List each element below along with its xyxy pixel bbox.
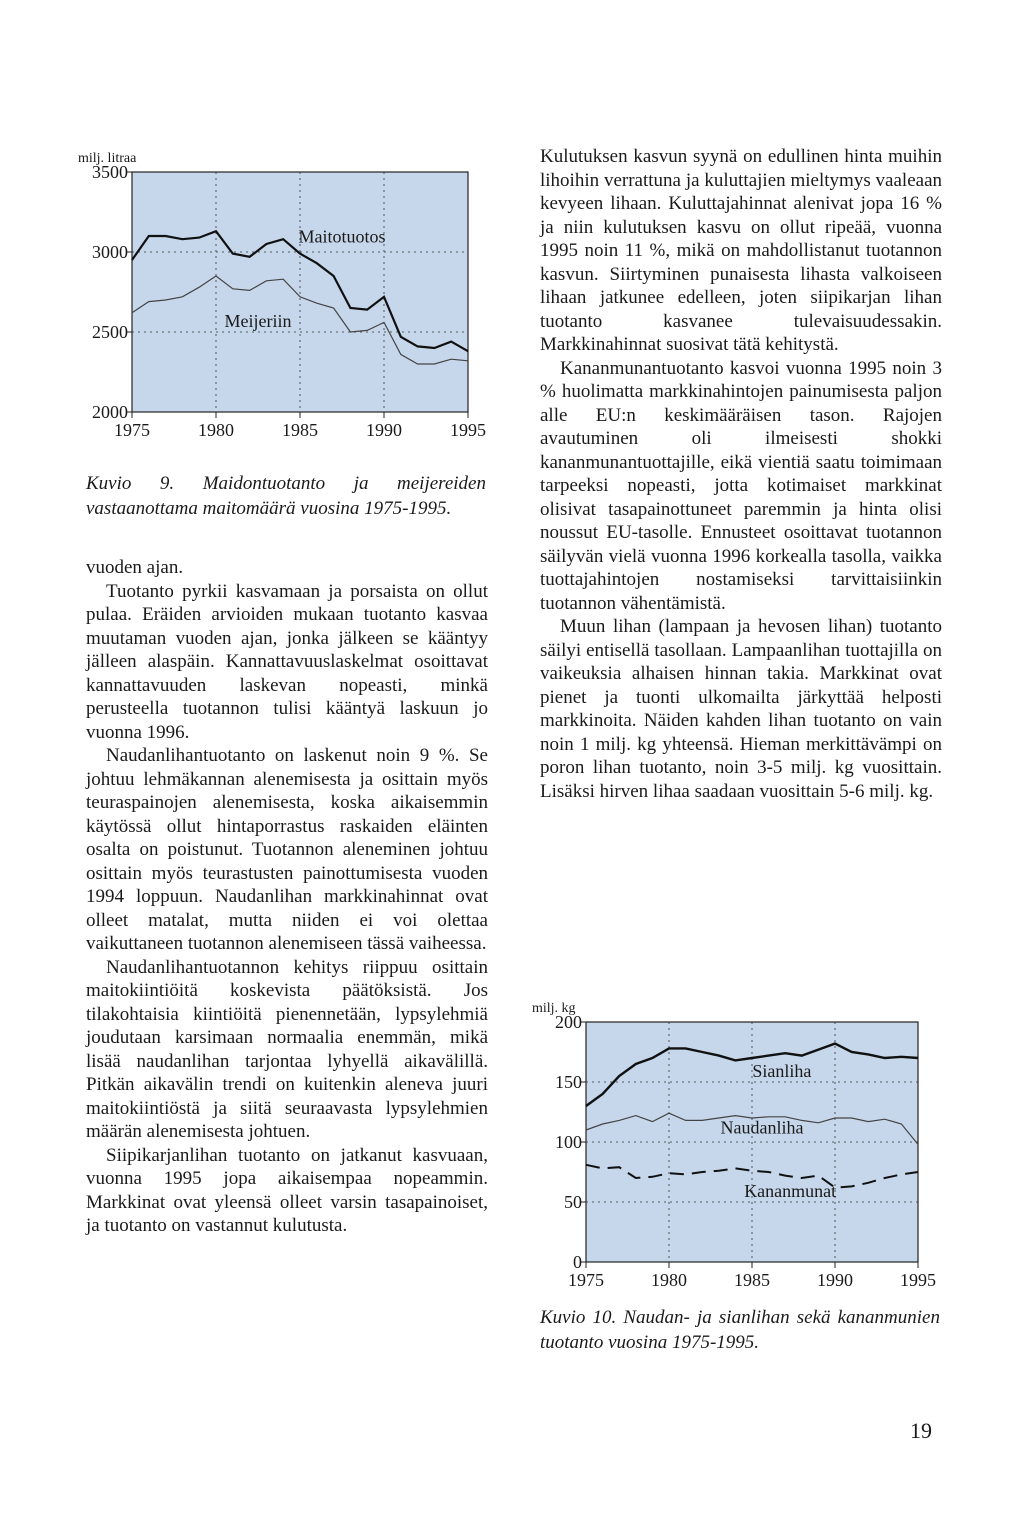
page-number: 19: [910, 1418, 932, 1443]
x-tick-label: 1990: [366, 420, 402, 440]
x-tick-label: 1980: [651, 1270, 687, 1290]
series-label: Kananmunat: [744, 1181, 837, 1202]
x-tick-label: 1985: [734, 1270, 770, 1290]
y-tick-label: 200: [555, 1012, 582, 1032]
series-label: Naudanliha: [720, 1117, 804, 1138]
paragraph: Kananmunantuotanto kasvoi vuonna 1995 noin 3 % huolimatta markkinahintojen painumisesta paljon alle EU:n keskimääräisen tason. Rajojen avautuminen oli ilmeisesti shokki kananmunantuottajille, eikä vientiä saatu toimimaan tarpeeksi nopeasti, jotta kotimaiset markkinat olisivat tasapainottuneet paremmin ja hinta olisi noussut EU-tasolle. Ennusteet osoittavat tuotannon säilyvän vielä vuonna 1996 korkealla tasolla, vaikka tuottajahintojen nostamiseksi tarvittaisiinkin tuotannon vähentämistä.: [540, 357, 942, 614]
y-tick-label: 3000: [92, 242, 128, 262]
y-tick-label: 0: [573, 1252, 582, 1272]
x-tick-label: 1980: [198, 420, 234, 440]
paragraph: Siipikarjanlihan tuotanto on jatkanut kasvuaan, vuonna 1995 jopa aikaisempaa nopeammin. Markkinat ovat yleensä olleet varsin tasapainoiset, ja tuotanto on vastannut kulutusta.: [86, 1144, 488, 1236]
series-label: Meijeriin: [224, 311, 292, 332]
y-axis-unit-label: milj. litraa: [78, 151, 137, 166]
left-text-column: [86, 556, 488, 1238]
paragraph: vuoden ajan.: [86, 557, 184, 578]
figure-9-caption: Kuvio 9. Maidontuotanto ja meijereiden vastaanottama maitomäärä vuosina 1975-1995.: [86, 473, 486, 519]
series-label: Maitotuotos: [298, 226, 386, 247]
y-tick-label: 2000: [92, 402, 128, 422]
paragraph: Naudanlihantuotanto on laskenut noin 9 %. Se johtuu lehmäkannan alenemisesta ja osittain myös teuraspainojen alenemisesta, koska aikaisemmin käytössä ollut hintaporrastus raskaiden eläinten osalta on poistunut. Tuotannon aleneminen johtuu osittain myös teurastusten painottumisesta vuoden 1994 loppuun. Naudanlihan markkinahinnat ovat olleet matalat, mutta niiden ei voi olettaa vaikuttaneen tuotannon alenemiseen tässä vaiheessa.: [86, 745, 488, 954]
figure-10-caption: Kuvio 10. Naudan- ja sianlihan sekä kananmunien tuotanto vuosina 1975-1995.: [540, 1307, 940, 1353]
paragraph: Muun lihan (lampaan ja hevosen lihan) tuotanto säilyi entisellä tasollaan. Lampaanlihan tuottajilla on vaikeuksia alhaisen hinnan takia. Markkinat ovat pienet ja tuonti ulkomailta järkyttää helposti markkinoita. Näiden kahden lihan tuotanto on vain noin 1 milj. kg yhteensä. Hieman merkittävämpi on poron lihan tuotanto, noin 3-5 milj. kg vuosittain. Lisäksi hirven lihaa saadaan vuosittain 5-6 milj. kg.: [540, 616, 942, 802]
y-tick-label: 2500: [92, 322, 128, 342]
y-tick-label: 100: [555, 1132, 582, 1152]
x-tick-label: 1975: [114, 420, 150, 440]
x-tick-label: 1995: [450, 420, 486, 440]
y-tick-label: 3500: [92, 162, 128, 182]
x-tick-label: 1975: [568, 1270, 604, 1290]
series-label: Sianliha: [752, 1061, 812, 1082]
y-tick-label: 50: [564, 1192, 582, 1212]
y-tick-label: 150: [555, 1072, 582, 1092]
paragraph: Kulutuksen kasvun syynä on edullinen hinta muihin lihoihin verrattuna ja kuluttajien mieltymys vaaleaan kevyeen lihaan. Kuluttajahinnat alenivat jopa 16 % ja niin kulutuksen kasvu on ollut ripeää, vuonna 1995 noin 11 %, mikä on mahdollistanut tuotannon kasvun. Siirtyminen punaisesta lihasta valkoiseen lihaan jatkunee edelleen, joten siipikarjan lihan tuotanto kasvanee tulevaisuudessakin. Markkinahinnat suosivat tätä kehitystä.: [540, 146, 942, 355]
x-tick-label: 1995: [900, 1270, 936, 1290]
paragraph: Naudanlihantuotannon kehitys riippuu osittain maitokiintiöitä koskevista päätöksistä. Jos tilakohtaisia kiintiöitä pienennetään, lypsylehmiä joudutaan karsimaan normaalia enemmän, mikä lisää naudanlihan tarjontaa lyhyellä aikavälillä. Pitkän aikavälin trendi on kuitenkin aleneva juuri maitokiintiöstä ja siitä seuraavasta lypsylehmien määrän alenemisesta johtuen.: [86, 956, 488, 1142]
y-axis-unit-label: milj. kg: [532, 1001, 576, 1016]
right-text-column: [540, 145, 942, 803]
x-tick-label: 1990: [817, 1270, 853, 1290]
paragraph: Tuotanto pyrkii kasvamaan ja porsaista on ollut pulaa. Eräiden arvioiden mukaan tuotanto kasvaa muutaman vuoden ajan, jonka jälkeen se kääntyy jälleen alaspäin. Kannattavuuslaskelmat osoittavat kannattavuuden laskevan nopeasti, minkä perusteella tuotannon tulisi kääntyä laskuun jo vuonna 1996.: [86, 580, 488, 743]
x-tick-label: 1985: [282, 420, 318, 440]
